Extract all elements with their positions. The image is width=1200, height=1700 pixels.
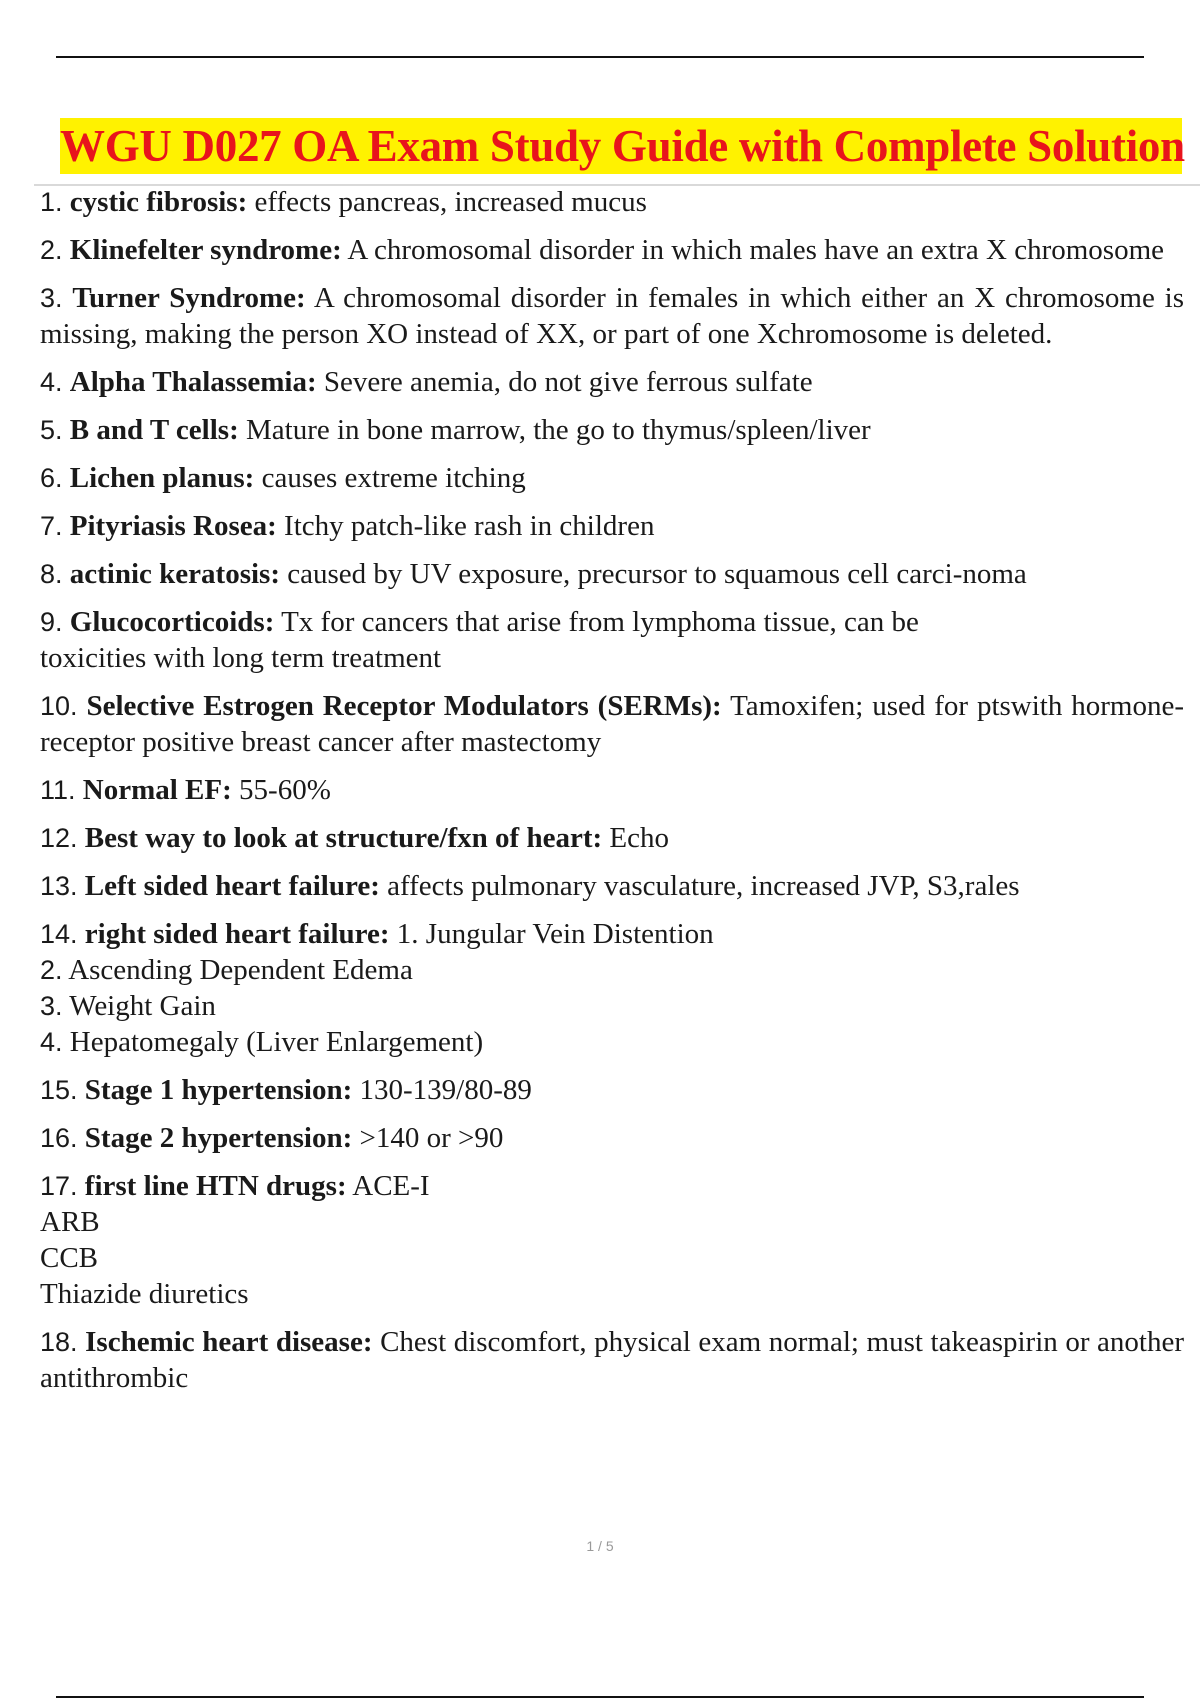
study-guide-list xyxy=(40,184,1184,1408)
item-definition: Chest discomfort, physical exam normal; must takeaspirin or another antithrombic xyxy=(40,1326,1185,1394)
item-extra-line: CCB xyxy=(40,1242,99,1274)
item-term: first line HTN drugs: xyxy=(84,1170,347,1202)
sub-item xyxy=(40,1024,1184,1060)
list-item xyxy=(40,412,1184,448)
item-definition: causes extreme itching xyxy=(261,462,526,494)
item-term: Stage 2 hypertension: xyxy=(84,1122,353,1154)
item-number: 5. xyxy=(40,415,63,445)
item-number: 8. xyxy=(40,559,63,589)
top-rule xyxy=(56,56,1144,58)
item-definition: A chromosomal disorder in which males have an extra X chromosome xyxy=(347,234,1165,266)
item-definition-continuation: toxicities with long term treatment xyxy=(40,642,442,674)
item-term: B and T cells: xyxy=(69,414,239,446)
item-definition: 1. Jungular Vein Distention xyxy=(396,918,714,950)
item-definition: 55-60% xyxy=(239,774,331,806)
sub-item xyxy=(40,952,1184,988)
item-number: 17. xyxy=(40,1171,78,1201)
item-term: Stage 1 hypertension: xyxy=(84,1074,353,1106)
list-item xyxy=(40,508,1184,544)
list-item xyxy=(40,1324,1184,1396)
item-number: 14. xyxy=(40,919,78,949)
item-number: 2. xyxy=(40,235,63,265)
item-number: 9. xyxy=(40,607,63,637)
item-number: 6. xyxy=(40,463,63,493)
item-definition: Itchy patch-like rash in children xyxy=(284,510,655,542)
item-definition: A chromosomal disorder in females in which either an X chromosome is missing, making the person XO instead of XX, or part of one Xchromosome is deleted. xyxy=(40,282,1185,350)
item-term: Pityriasis Rosea: xyxy=(69,510,277,542)
item-term: Alpha Thalassemia: xyxy=(69,366,317,398)
item-definition: Echo xyxy=(609,822,669,854)
item-term: Left sided heart failure: xyxy=(84,870,380,902)
item-extra-line: ARB xyxy=(40,1206,100,1238)
item-term: cystic fibrosis: xyxy=(69,186,248,218)
item-number: 4. xyxy=(40,367,63,397)
list-item xyxy=(40,364,1184,400)
item-number: 10. xyxy=(40,691,78,721)
item-term: Glucocorticoids: xyxy=(69,606,275,638)
item-definition: effects pancreas, increased mucus xyxy=(254,186,647,218)
sub-item-number: 2. xyxy=(40,955,63,985)
list-item xyxy=(40,688,1184,760)
item-definition: Mature in bone marrow, the go to thymus/spleen/liver xyxy=(245,414,871,446)
list-item xyxy=(40,556,1184,592)
item-definition: >140 or >90 xyxy=(359,1122,504,1154)
sub-item-text: Ascending Dependent Edema xyxy=(68,954,413,986)
sub-item-number: 4. xyxy=(40,1027,63,1057)
list-item xyxy=(40,280,1184,352)
list-item xyxy=(40,820,1184,856)
item-number: 1. xyxy=(40,187,63,217)
page-indicator: 1 / 5 xyxy=(586,1538,614,1554)
list-item xyxy=(40,1168,1184,1312)
item-number: 13. xyxy=(40,871,78,901)
item-number: 18. xyxy=(40,1327,78,1357)
item-term: Klinefelter syndrome: xyxy=(69,234,342,266)
item-number: 3. xyxy=(40,283,63,313)
item-term: Selective Estrogen Receptor Modulators (SERMs): xyxy=(86,690,722,722)
list-item xyxy=(40,868,1184,904)
item-definition: Tx for cancers that arise from lymphoma tissue, can be xyxy=(281,606,919,638)
item-term: Turner Syndrome: xyxy=(72,282,306,314)
item-extra-line: Thiazide diuretics xyxy=(40,1278,249,1310)
item-term: Ischemic heart disease: xyxy=(85,1326,373,1358)
sub-item-text: Weight Gain xyxy=(69,990,216,1022)
title-bar xyxy=(34,118,1200,186)
list-item xyxy=(40,460,1184,496)
list-item xyxy=(40,232,1184,268)
item-definition: 130-139/80-89 xyxy=(359,1074,532,1106)
list-item xyxy=(40,1072,1184,1108)
item-term: actinic keratosis: xyxy=(69,558,280,590)
item-definition: affects pulmonary vasculature, increased JVP, S3,rales xyxy=(387,870,1020,902)
list-item xyxy=(40,604,1184,676)
item-number: 16. xyxy=(40,1123,78,1153)
item-term: Normal EF: xyxy=(82,774,232,806)
sub-item-text: Hepatomegaly (Liver Enlargement) xyxy=(69,1026,484,1058)
item-number: 15. xyxy=(40,1075,78,1105)
item-number: 12. xyxy=(40,823,78,853)
document-title: WGU D027 OA Exam Study Guide with Complete Solution xyxy=(60,118,1182,174)
sub-item xyxy=(40,988,1184,1024)
item-number: 11. xyxy=(40,775,76,805)
item-term: right sided heart failure: xyxy=(84,918,390,950)
item-definition: caused by UV exposure, precursor to squamous cell carci-noma xyxy=(287,558,1027,590)
list-item xyxy=(40,916,1184,1060)
list-item xyxy=(40,1120,1184,1156)
item-definition: ACE-I xyxy=(352,1170,430,1202)
list-item xyxy=(40,772,1184,808)
bottom-rule xyxy=(56,1696,1144,1698)
sub-item-number: 3. xyxy=(40,991,63,1021)
list-item xyxy=(40,184,1184,220)
item-definition: Severe anemia, do not give ferrous sulfate xyxy=(323,366,813,398)
item-term: Best way to look at structure/fxn of heart: xyxy=(84,822,603,854)
item-definition: Tamoxifen; used for ptswith hormone-receptor positive breast cancer after mastectomy xyxy=(40,690,1184,758)
item-number: 7. xyxy=(40,511,63,541)
item-term: Lichen planus: xyxy=(69,462,255,494)
